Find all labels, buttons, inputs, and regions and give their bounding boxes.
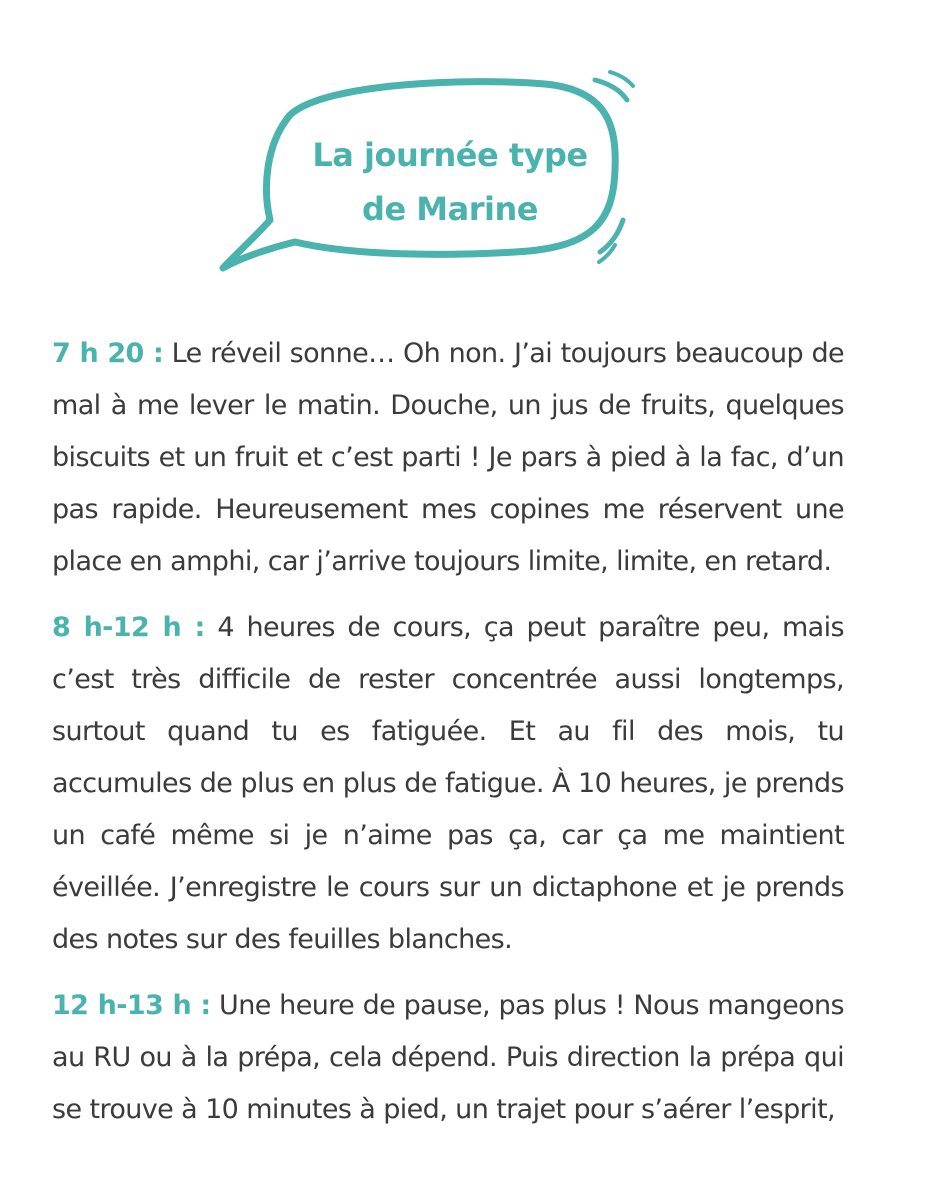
- speech-bubble: [215, 70, 645, 275]
- page-title-line-2: de Marine: [362, 190, 538, 228]
- paragraph-text: Une heure de pause, pas plus ! Nous mangeons au RU ou à la prépa, cela dépend. Puis direction la prépa qui se trouve à 10 minutes à pied, un trajet pour s’aérer l’esprit,: [52, 990, 844, 1125]
- paragraph-text: Le réveil sonne… Oh non. J’ai toujours beaucoup de mal à me lever le matin. Douche, un jus de fruits, quelques biscuits et un fruit et c’est parti ! Je pars à pied à la fac, d’un pas rapide. Heureusement mes copines me réservent une place en amphi, car j’arrive toujours limite, limite, en retard.: [52, 338, 845, 577]
- time-label: 12 h-13 h :: [52, 990, 211, 1021]
- schedule-paragraph-0800: [52, 602, 844, 966]
- schedule-text: [52, 328, 844, 1150]
- page-title-line-1: La journée type: [312, 136, 588, 174]
- paragraph-text: 4 heures de cours, ça peut paraître peu, mais c’est très difficile de rester concentrée aussi longtemps, surtout quand tu es fatiguée. Et au fil des mois, tu accumules de plus en plus de fatigue. À 10 heures, je prends un café même si je n’aime pas ça, car ça me maintient éveillée. J’enregistre le cours sur un dictaphone et je prends des notes sur des feuilles blanches.: [52, 612, 844, 955]
- time-label: 8 h-12 h :: [52, 612, 205, 643]
- page-title: [310, 128, 590, 236]
- schedule-paragraph-0720: [52, 328, 844, 588]
- time-label: 7 h 20 :: [52, 338, 164, 369]
- schedule-paragraph-1200: [52, 980, 844, 1136]
